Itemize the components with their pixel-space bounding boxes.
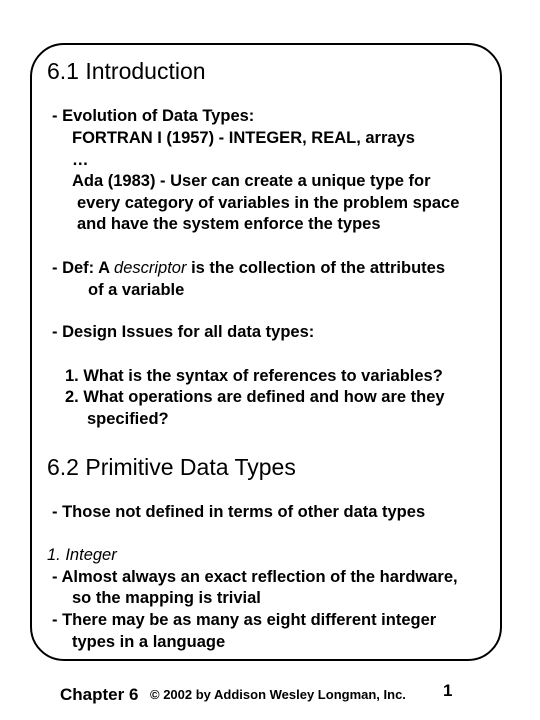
definition-line-2: of a variable [88, 281, 185, 299]
ada-line-3: and have the system enforce the types [77, 215, 381, 233]
definition-term: descriptor [114, 259, 187, 277]
design-issue-2-line-2: specified? [87, 410, 169, 428]
primitive-intro: - Those not defined in terms of other data types [52, 503, 426, 521]
definition-rest: is the collection of the attributes [186, 259, 446, 277]
page-number: 1 [443, 681, 453, 700]
evolution-label: - Evolution of Data Types: [52, 107, 255, 125]
ada-line-2: every category of variables in the problem space [77, 194, 460, 212]
integer-title: 1. Integer [47, 546, 117, 564]
design-issues-label: - Design Issues for all data types: [52, 323, 315, 341]
design-issue-2-line-1: 2. What operations are defined and how are they [65, 388, 445, 406]
design-issue-1: 1. What is the syntax of references to variables? [65, 367, 443, 385]
ada-line-1: Ada (1983) - User can create a unique type for [72, 172, 431, 190]
section-heading-introduction: 6.1 Introduction [47, 58, 206, 84]
integer-bullet-2-line-1: - There may be as many as eight different integer [52, 611, 437, 629]
fortran-line: FORTRAN I (1957) - INTEGER, REAL, arrays [72, 129, 415, 147]
integer-bullet-1-line-1: - Almost always an exact reflection of the hardware, [52, 568, 458, 586]
definition-prefix: - Def: A [52, 259, 115, 277]
section-heading-primitive-types: 6.2 Primitive Data Types [47, 454, 296, 480]
footer-chapter: Chapter 6 [60, 685, 139, 704]
integer-bullet-1-line-2: so the mapping is trivial [72, 589, 261, 607]
footer-copyright: © 2002 by Addison Wesley Longman, Inc. [150, 687, 406, 702]
integer-bullet-2-line-2: types in a language [72, 633, 226, 651]
ellipsis-line: … [72, 151, 89, 169]
definition-line-1 [52, 260, 445, 277]
